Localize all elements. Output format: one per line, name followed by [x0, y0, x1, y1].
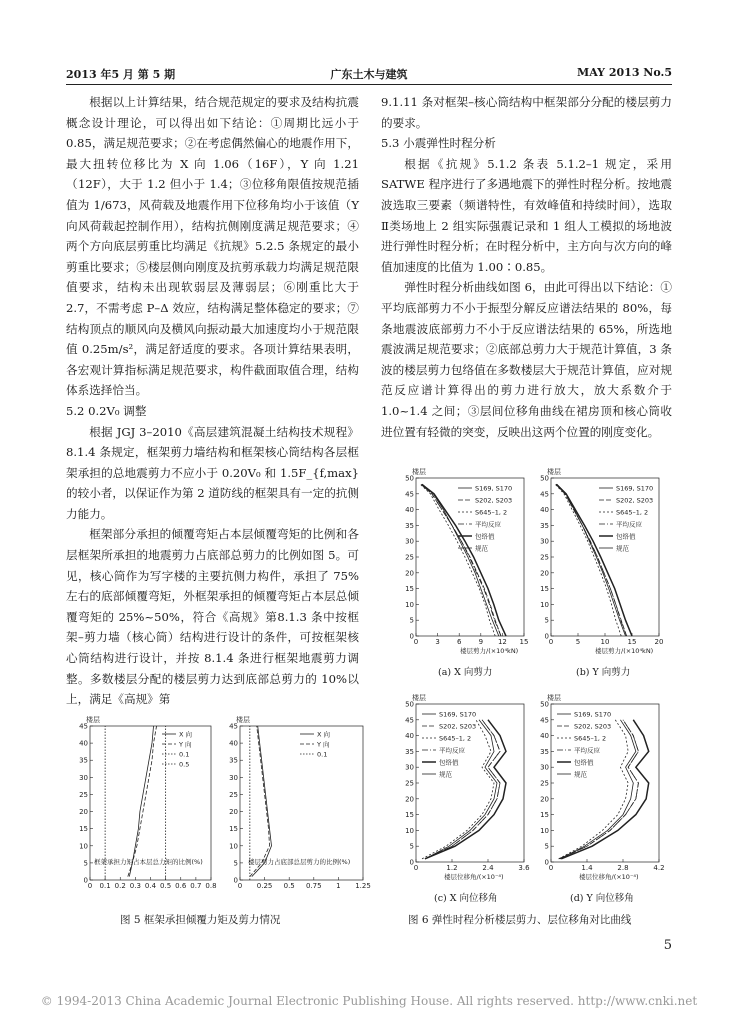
y-tick-label: 0	[409, 858, 414, 867]
x-tick-label: 2.8	[617, 864, 629, 872]
x-axis-label: 楼层剪力占底部总层剪力的比例(%)	[248, 858, 351, 866]
x-tick-label: 4.2	[653, 864, 665, 872]
section-heading-5-3: 5.3 小震弹性时程分析	[381, 136, 496, 151]
header-journal: 广东土木与建筑	[330, 68, 408, 81]
copyright-footer: © 1994-2013 China Academic Journal Electronic Publishing House. All rights reserved. http://www.cnki.net	[40, 994, 698, 1008]
y-tick-label: 35	[540, 521, 549, 530]
legend-label: Y 向	[317, 740, 330, 749]
legend-label: S645–1, 2	[439, 734, 472, 743]
figure-6-caption: 图 6 弹性时程分析楼层剪力、层位移角对比曲线	[408, 914, 632, 926]
x-tick-label: 12	[497, 638, 507, 646]
legend-label: S202, S203	[439, 722, 477, 731]
y-axis-label: 楼层	[412, 468, 426, 476]
x-tick-label: 0.4	[144, 882, 157, 890]
legend-label: S202, S203	[574, 722, 612, 731]
x-tick-label: 3.6	[518, 864, 530, 872]
header-issue: 2013 年5 月 第 5 期	[66, 68, 176, 81]
y-tick-label: 25	[405, 779, 414, 788]
series-line-5	[557, 484, 626, 636]
x-tick-label: 6	[456, 638, 462, 646]
figure-5-caption: 图 5 框架承担倾覆力矩及剪力情况	[120, 914, 281, 926]
figure-5	[66, 712, 216, 902]
legend-label: 包络值	[475, 532, 495, 541]
y-axis-label: 楼层	[412, 694, 426, 702]
paragraph-time-history: 根据《抗规》5.1.2 条表 5.1.2–1 规定，采用 SATWE 程序进行了多遇地震下的弹性时程分析。按地震波选取三要素（频谱特性，有效峰值和持续时间），选取 Ⅱ类场地上 2 组实际强震记录和 1 组人工模拟的场地波进行弹性时程分析；在时程分析中，主方向与次方向的峰值加速度的比值为 1.00∶0.85。	[381, 156, 672, 274]
y-tick-label: 20	[405, 569, 414, 578]
x-tick-label: 0.8	[205, 882, 217, 890]
legend-label: S202, S203	[475, 496, 513, 505]
legend-label: 0.1	[179, 750, 190, 759]
y-tick-label: 45	[405, 490, 414, 499]
y-tick-label: 30	[540, 537, 549, 546]
plot-frame	[90, 726, 211, 880]
y-tick-label: 15	[79, 825, 88, 834]
y-tick-label: 0	[409, 632, 414, 641]
x-tick-label: 5	[575, 638, 581, 646]
legend-label: 包络值	[616, 532, 636, 541]
y-tick-label: 40	[229, 739, 238, 748]
y-tick-label: 30	[405, 763, 414, 772]
fig5-shear-chart	[218, 712, 371, 902]
figure-6b	[533, 458, 665, 656]
paragraph-frame-ratio: 框架部分承担的倾覆弯矩占本层倾覆弯矩的比例和各层框架所承担的地震剪力占底部总剪力的比例如图 5。可见，核心筒作为写字楼的主要抗侧力构件，承担了 75%左右的底部倾覆弯矩，外框架承担的倾覆弯矩占本层总倾覆弯矩的 25%~50%，符合《高规》第8.1.3 条中按框架–剪力墙（核心筒）结构进行设计的条件，可按框架核心筒结构进行设计，并按 8.1.4 条进行框架地震剪力调整。多数楼层分配的楼层剪力达到底部总剪力的 10%以上，满足《高规》第	[66, 527, 359, 707]
y-tick-label: 5	[544, 842, 549, 851]
legend-label: X 向	[317, 730, 331, 739]
fig6c-chart	[398, 684, 530, 882]
y-axis-label: 楼层	[236, 716, 250, 724]
y-tick-label: 25	[540, 779, 549, 788]
y-tick-label: 15	[540, 585, 549, 594]
figure-6c	[398, 684, 530, 882]
legend-label: S645–1, 2	[616, 508, 649, 517]
x-tick-label: 10	[600, 638, 610, 646]
y-tick-label: 15	[405, 811, 414, 820]
y-tick-label: 45	[79, 722, 88, 731]
x-axis-label: 楼层位移角/(×10⁻⁴)	[579, 873, 639, 881]
x-tick-label: 0.75	[306, 882, 322, 890]
x-tick-label: 0.5	[160, 882, 172, 890]
x-tick-label: 0.5	[283, 882, 295, 890]
series-line-1	[556, 484, 627, 636]
y-tick-label: 35	[405, 521, 414, 530]
legend-label: 规范	[616, 544, 629, 553]
fig6d-label: (d) Y 向位移角	[570, 893, 634, 904]
y-tick-label: 35	[405, 747, 414, 756]
y-tick-label: 50	[405, 700, 414, 709]
y-tick-label: 50	[540, 700, 549, 709]
y-tick-label: 25	[405, 553, 414, 562]
y-tick-label: 15	[405, 585, 414, 594]
y-tick-label: 0	[544, 858, 549, 867]
y-tick-label: 0	[233, 876, 238, 885]
y-tick-label: 5	[409, 616, 414, 625]
legend-label: 0.1	[317, 750, 328, 759]
x-tick-label: 15	[519, 638, 529, 646]
y-tick-label: 40	[405, 732, 414, 741]
x-tick-label: 0	[87, 882, 93, 890]
paragraph-results: 弹性时程分析曲线如图 6，由此可得出以下结论：①平均底部剪力不小于振型分解反应谱法结果的 80%，每条地震波底部剪力不小于反应谱法结果的 65%，所选地震波满足规范要求；②底部总剪力大于规范计算值，3 条波的楼层剪力包络值在多数楼层大于规范计算值，应对规范反应谱计算得出的剪力进行放大，放大系数介于 1.0~1.4 之间；③层间位移角曲线在裙房顶和核心筒收进位置有轻微的突变，反映出这两个位置的刚度变化。	[381, 280, 672, 439]
x-tick-label: 1	[336, 882, 341, 890]
x-tick-label: 0	[237, 882, 243, 890]
y-tick-label: 0	[83, 876, 88, 885]
figure-5-right	[218, 712, 371, 902]
y-tick-label: 45	[540, 716, 549, 725]
y-tick-label: 10	[229, 842, 238, 851]
page-number: 5	[663, 938, 672, 953]
y-tick-label: 5	[409, 842, 414, 851]
y-tick-label: 10	[540, 826, 549, 835]
x-tick-label: 1.2	[446, 864, 458, 872]
fig5-moment-chart	[66, 712, 216, 902]
y-axis-label: 楼层	[547, 468, 561, 476]
x-tick-label: 0.2	[114, 882, 126, 890]
legend-label: 规范	[574, 770, 587, 779]
legend-label: 包络值	[439, 758, 459, 767]
x-tick-label: 9	[478, 638, 484, 646]
left-column	[66, 92, 359, 710]
y-axis-label: 楼层	[86, 716, 100, 724]
legend-label: 平均反应	[439, 746, 465, 755]
x-axis-label: 框架承担力矩占本层总力矩的比例(%)	[94, 858, 203, 866]
legend-label: S169, S170	[439, 710, 477, 719]
header-date: MAY 2013 No.5	[577, 66, 672, 79]
y-tick-label: 40	[405, 506, 414, 515]
x-axis-label: 楼层位移角/(×10⁻⁴)	[444, 873, 504, 881]
header-rule	[66, 84, 672, 85]
series-line-1	[421, 484, 501, 636]
x-axis-label: 楼层剪力/(×10⁴kN)	[460, 647, 519, 655]
legend-label: S169, S170	[475, 484, 513, 493]
y-tick-label: 40	[540, 732, 549, 741]
series-line-4	[556, 484, 632, 636]
y-tick-label: 45	[229, 722, 238, 731]
series-line-0	[129, 726, 153, 877]
y-tick-label: 15	[540, 811, 549, 820]
y-tick-label: 25	[540, 553, 549, 562]
legend-label: S202, S203	[616, 496, 654, 505]
x-tick-label: 1.25	[355, 882, 371, 890]
paragraph-jgj: 根据 JGJ 3–2010《高层建筑混凝土结构技术规程》8.1.4 条规定，框架剪力墙结构和框架核心筒结构各层框架承担的总地震剪力不应小于 0.20V₀ 和 1.5F_{f,max} 的较小者，以保证作为第 2 道防线的框架具有一定的抗侧力能力。	[66, 424, 359, 521]
series-line-0	[252, 726, 272, 877]
series-line-2	[420, 484, 495, 636]
legend-label: S169, S170	[574, 710, 612, 719]
legend-label: S645–1, 2	[574, 734, 607, 743]
legend-label: 平均反应	[616, 520, 642, 529]
y-tick-label: 5	[544, 616, 549, 625]
y-tick-label: 10	[405, 826, 414, 835]
y-tick-label: 20	[540, 795, 549, 804]
y-tick-label: 25	[79, 790, 88, 799]
legend-label: Y 向	[179, 740, 192, 749]
y-tick-label: 50	[540, 474, 549, 483]
series-line-2	[555, 484, 621, 636]
x-tick-label: 3	[435, 638, 440, 646]
y-tick-label: 30	[405, 537, 414, 546]
y-tick-label: 20	[540, 569, 549, 578]
y-tick-label: 20	[79, 808, 88, 817]
y-tick-label: 10	[79, 842, 88, 851]
fig6a-chart	[398, 458, 530, 656]
y-tick-label: 15	[229, 825, 238, 834]
x-tick-label: 0.6	[175, 882, 187, 890]
y-tick-label: 20	[229, 808, 238, 817]
paragraph-continued: 9.1.11 条对框架–核心筒结构中框架部分分配的楼层剪力的要求。	[381, 95, 672, 130]
figure-6d	[533, 684, 665, 882]
y-tick-label: 40	[79, 739, 88, 748]
fig6c-label: (c) X 向位移角	[434, 893, 498, 904]
legend-label: 平均反应	[574, 746, 600, 755]
y-tick-label: 35	[229, 756, 238, 765]
series-line-3	[421, 484, 501, 636]
fig6d-chart	[533, 684, 665, 882]
y-tick-label: 10	[405, 600, 414, 609]
legend-label: 规范	[475, 544, 488, 553]
legend-label: 包络值	[574, 758, 594, 767]
x-tick-label: 0	[413, 864, 419, 872]
x-tick-label: 0.1	[99, 882, 111, 890]
y-tick-label: 5	[233, 859, 238, 868]
legend-label: S645–1, 2	[475, 508, 508, 517]
y-tick-label: 50	[405, 474, 414, 483]
x-tick-label: 0	[413, 638, 419, 646]
y-tick-label: 45	[540, 490, 549, 499]
x-tick-label: 0	[548, 864, 554, 872]
plot-frame	[240, 726, 363, 880]
x-tick-label: 15	[627, 638, 637, 646]
y-tick-label: 10	[540, 600, 549, 609]
x-tick-label: 0.3	[129, 882, 141, 890]
y-tick-label: 20	[405, 795, 414, 804]
figure-6a	[398, 458, 530, 656]
y-tick-label: 35	[540, 747, 549, 756]
y-tick-label: 40	[540, 506, 549, 515]
x-tick-label: 20	[654, 638, 664, 646]
y-tick-label: 30	[79, 773, 88, 782]
y-tick-label: 30	[229, 773, 238, 782]
y-tick-label: 25	[229, 790, 238, 799]
fig6b-chart	[533, 458, 665, 656]
fig6a-label: (a) X 向剪力	[438, 667, 493, 678]
y-tick-label: 5	[83, 859, 88, 868]
paragraph-conclusions: 根据以上计算结果，结合规范规定的要求及结构抗震概念设计理论，可以得出如下结论：①周期比远小于 0.85，满足规范要求；②在考虑偶然偏心的地震作用下，最大扭转位移比为 X 向 1.06（16F），Y 向 1.21（12F），大于 1.2 但小于 1.4；③位移角限值按规范插值为 1/673，风荷载及地震作用下位移角均小于该值（Y 向风荷载起控制作用），结构抗侧刚度满足规范要求；④两个方向底层剪重比均满足《抗规》5.2.5 条规定的最小剪重比要求；⑤楼层侧向刚度及抗剪承载力均满足规范限值要求，结构未出现软弱层及薄弱层；⑥刚重比大于 2.7，不需考虑 P–Δ 效应，结构满足整体稳定的要求；⑦结构顶点的顺风向及横风向振动最大加速度均小于规范限值 0.25m/s²，满足舒适度的要求。各项计算结果表明，各宏观计算指标满足规范要求，构件截面取值合理，结构体系选择恰当。	[66, 95, 359, 398]
x-tick-label: 1.4	[581, 864, 593, 872]
series-line-0	[556, 484, 632, 636]
y-axis-label: 楼层	[547, 694, 561, 702]
x-axis-label: 楼层剪力/(×10⁴kN)	[595, 647, 654, 655]
legend-label: 平均反应	[475, 520, 501, 529]
x-tick-label: 0.25	[256, 882, 273, 890]
series-line-1	[128, 726, 157, 877]
y-tick-label: 0	[544, 632, 549, 641]
legend-label: S169, S170	[616, 484, 654, 493]
x-tick-label: 2.4	[482, 864, 494, 872]
y-tick-label: 45	[405, 716, 414, 725]
y-tick-label: 30	[540, 763, 549, 772]
right-column	[381, 92, 672, 442]
legend-label: 0.5	[179, 760, 190, 769]
y-tick-label: 35	[79, 756, 88, 765]
fig6b-label: (b) Y 向剪力	[576, 667, 631, 678]
section-heading-5-2: 5.2 0.2V₀ 调整	[66, 403, 147, 418]
legend-label: 规范	[439, 770, 452, 779]
x-tick-label: 0.7	[190, 882, 202, 890]
x-tick-label: 0	[548, 638, 554, 646]
series-line-3	[556, 484, 627, 636]
legend-label: X 向	[179, 730, 193, 739]
